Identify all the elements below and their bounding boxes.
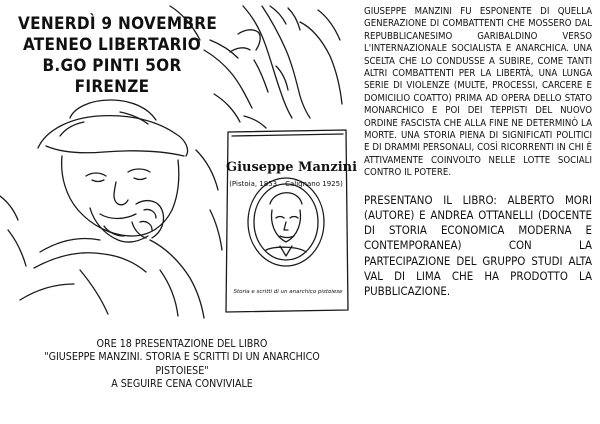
book-cover-subtitle: Storia e scritti di un anarchico pistoiese (233, 289, 343, 295)
book-title-line2: PISTOIESE" (155, 364, 209, 377)
right-column (364, 6, 592, 299)
book-cover (226, 132, 358, 310)
event-city: FIRENZE (74, 77, 150, 97)
raised-hand-drawing (204, 6, 310, 118)
event-venue: ATENEO LIBERTARIO (22, 35, 202, 55)
book-cover-dates: (Pistoia, 1853 – Calignano 1925) (229, 180, 343, 188)
event-header (18, 14, 218, 98)
event-address: B.GO PINTI 5OR (42, 56, 182, 76)
dinner-notice: A SEGUIRE CENA CONVIVIALE (111, 378, 253, 391)
biography-paragraph: GIUSEPPE MANZINI FU ESPONENTE DI QUELLA GENERAZIONE DI COMBATTENTI CHE MOSSERO DAL REPUBBLICANESIMO GARIBALDINO VERSO L'INTERNAZIONALE SOCIALISTA E ANARCHICA. UNA SCELTA CHE LO CONDUSSE A SUBIRE, COME TANTI ALTRI COMBATTENTI PER LA LIBERTÀ, UNA LUNGA SERIE DI VIOLENZE (MULTE, PROCESSI, CARCERE E DOMICILIO COATTO) PRIMA AD OPERA DELLO STATO MONARCHICO E POI DEI TEPPISTI DEL NUOVO ORDINE FASCISTA CHE ALLA FINE NE DETERMINÒ LA MORTE. UNA STORIA PIENA DI SIGNIFICATI POLITICI E DI DRAMMI PERSONALI, COSÌ RICORRENTI IN CHI È ATTIVAMENTE COINVOLTO NELLE LOTTE SOCIALI CONTRO IL POTERE. (364, 6, 592, 179)
event-time: ORE 18 PRESENTAZIONE DEL LIBRO (96, 338, 268, 350)
book-cover-title: Giuseppe Manzini (226, 160, 358, 175)
man-with-hat-drawing (0, 100, 222, 318)
book-title-line1: "GIUSEPPE MANZINI. STORIA E SCRITTI DI UN ANARCHICO (44, 351, 320, 364)
presenters-paragraph: PRESENTANO IL LIBRO: ALBERTO MORI (AUTORE) E ANDREA OTTANELLI (DOCENTE DI STORIA ECONOMICA MODERNA E CONTEMPORANEA) CON LA PARTECIPAZIONE DEL GRUPPO STUDI ALTA VAL DI LIMA CHE HA PRODOTTO LA PUBBLICAZIONE. (364, 192, 592, 298)
event-info (4, 338, 360, 392)
event-date: VENERDÌ 9 NOVEMBRE (18, 14, 218, 34)
